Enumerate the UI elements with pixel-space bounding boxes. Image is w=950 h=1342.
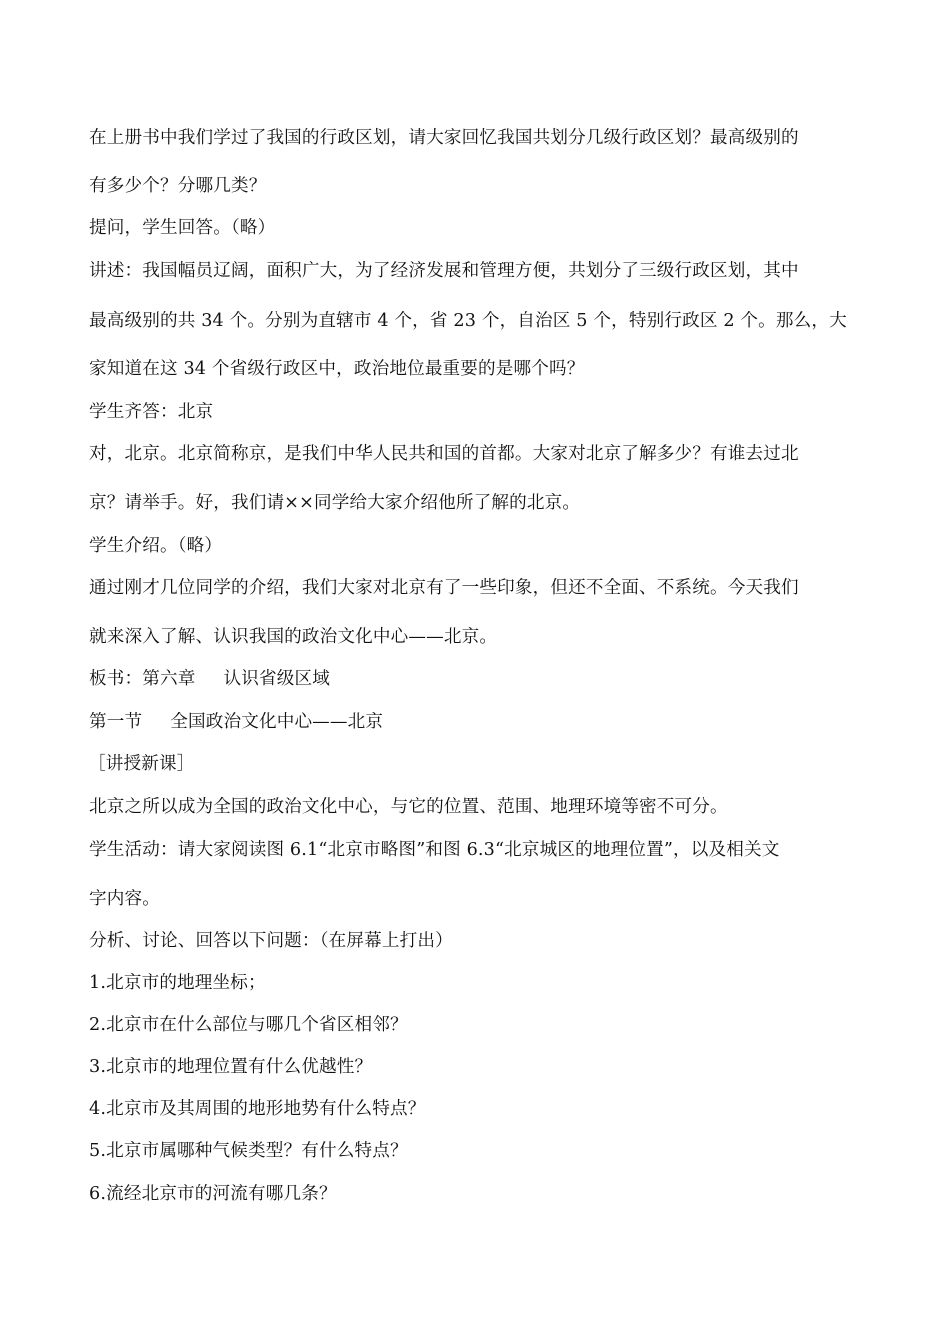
paragraph-line: 分析、讨论、回答以下问题：（在屏幕上打出） (89, 931, 453, 951)
section-heading (89, 710, 383, 734)
paragraph-line: 最高级别的共 34 个。分别为直辖市 4 个，省 23 个，自治区 5 个，特别行政区 2 个。那么，大 (89, 311, 847, 331)
paragraph-line: 通过刚才几位同学的介绍，我们大家对北京有了一些印象，但还不全面、不系统。今天我们 (89, 578, 799, 598)
paragraph-line: 学生齐答：北京 (89, 402, 214, 422)
board-heading-title: 认识省级区域 (223, 669, 330, 689)
question-item: 3.北京市的地理位置有什么优越性？ (89, 1057, 373, 1077)
board-heading-prefix: 板书：第六章 (89, 669, 196, 689)
question-item: 1.北京市的地理坐标； (89, 973, 266, 993)
paragraph-line: 家知道在这 34 个省级行政区中，政治地位最重要的是哪个吗？ (89, 359, 585, 379)
paragraph-line: 讲述：我国幅员辽阔，面积广大，为了经济发展和管理方便，共划分了三级行政区划，其中 (89, 261, 799, 281)
paragraph-line: 对，北京。北京简称京，是我们中华人民共和国的首都。大家对北京了解多少？有谁去过北 (89, 444, 799, 464)
lesson-marker: ［讲授新课］ (88, 754, 195, 774)
question-item: 5.北京市属哪种气候类型？有什么特点？ (89, 1141, 408, 1161)
section-heading-title: 全国政治文化中心——北京 (170, 712, 384, 732)
question-item: 4.北京市及其周围的地形地势有什么特点？ (89, 1099, 426, 1119)
question-item: 2.北京市在什么部位与哪几个省区相邻？ (89, 1015, 408, 1035)
paragraph-line: 有多少个？分哪几类？ (89, 176, 267, 196)
paragraph-line: 提问，学生回答。（略） (89, 218, 276, 238)
paragraph-line: 就来深入了解、认识我国的政治文化中心——北京。 (89, 627, 498, 647)
paragraph-line: 字内容。 (89, 889, 160, 909)
paragraph-line: 学生活动：请大家阅读图 6.1“北京市略图”和图 6.3“北京城区的地理位置”，以及相关文 (89, 840, 780, 860)
paragraph-line: 在上册书中我们学过了我国的行政区划，请大家回忆我国共划分几级行政区划？最高级别的 (89, 128, 799, 148)
paragraph-line: 学生介绍。（略） (89, 536, 223, 556)
paragraph-line: 北京之所以成为全国的政治文化中心，与它的位置、范围、地理环境等密不可分。 (89, 797, 728, 817)
paragraph-line: 京？请举手。好，我们请××同学给大家介绍他所了解的北京。 (89, 493, 581, 513)
board-heading (89, 667, 330, 691)
section-heading-prefix: 第一节 (89, 712, 143, 732)
question-item: 6.流经北京市的河流有哪几条？ (89, 1184, 337, 1204)
